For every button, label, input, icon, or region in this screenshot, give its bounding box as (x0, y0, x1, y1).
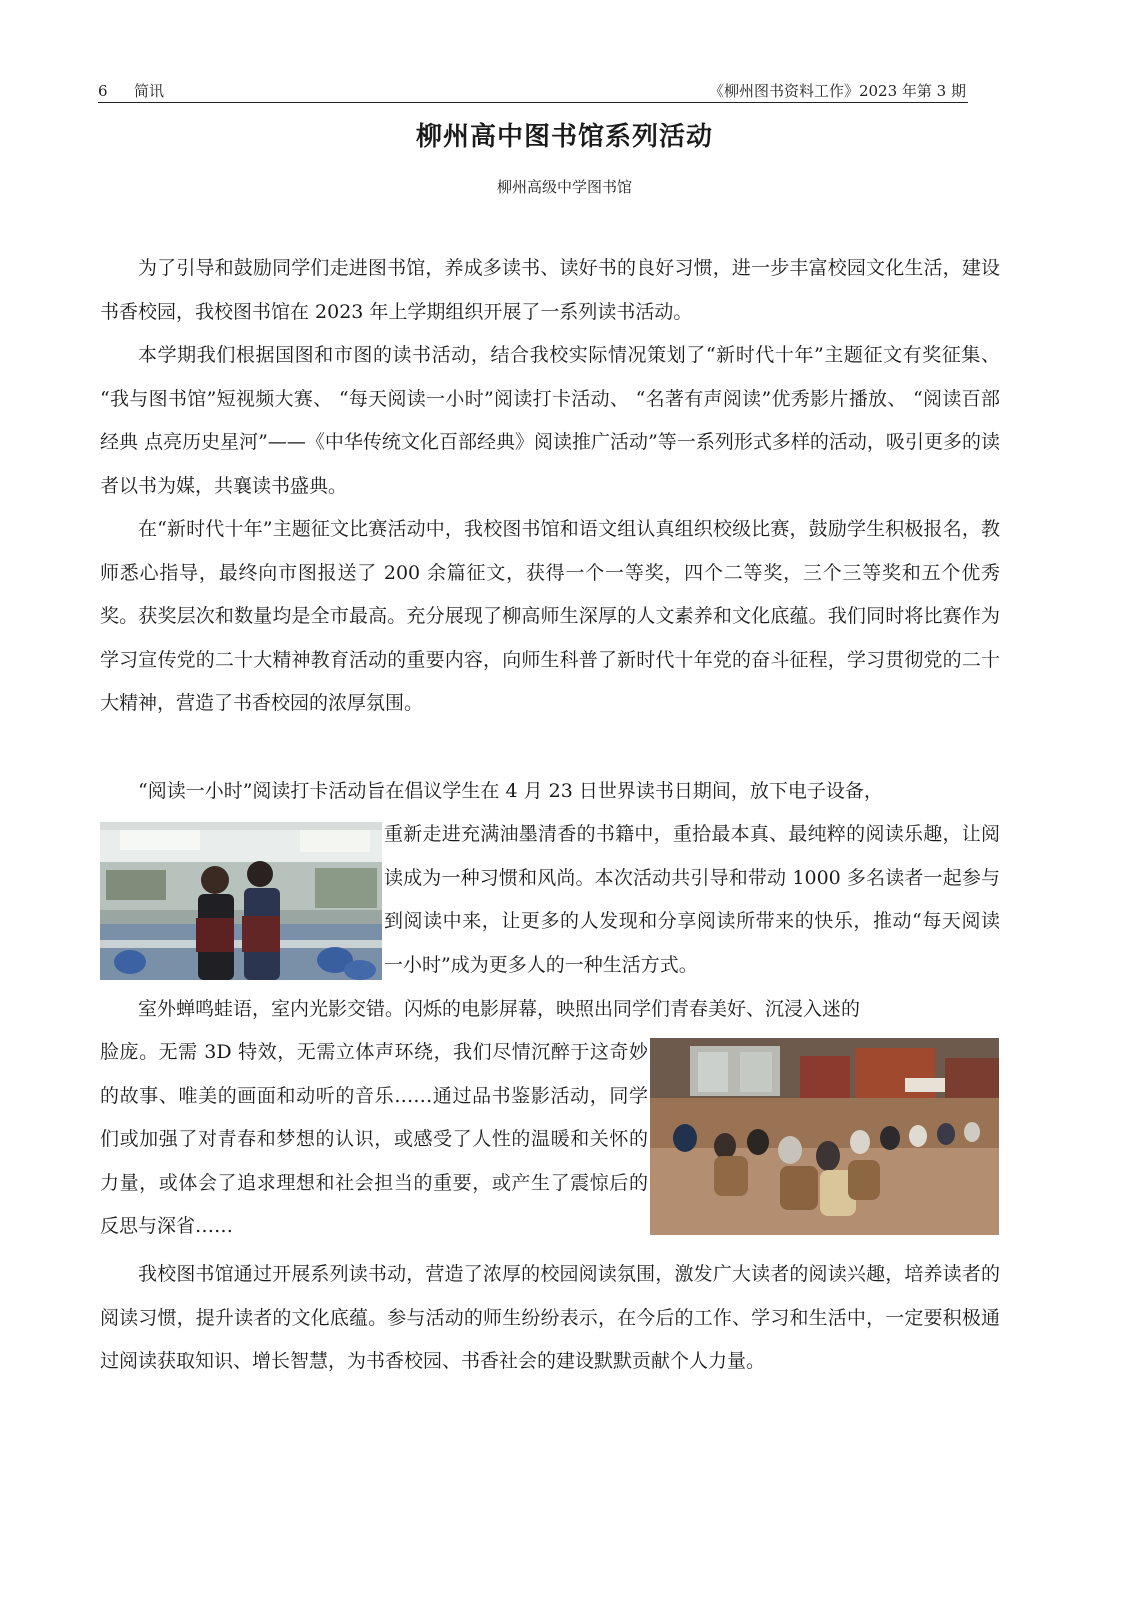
header-section: 简讯 (134, 82, 165, 100)
paragraph-6: 我校图书馆通过开展系列读书动，营造了浓厚的校园阅读氛围，激发广大读者的阅读兴趣，培养读者的阅读习惯，提升读者的文化底蕴。参与活动的师生纷纷表示，在今后的工作、学习和生活中，一定要积极通过阅读获取知识、增长智慧，为书香校园、书香社会的建设默默贡献个人力量。 (100, 1263, 1000, 1372)
paragraph-4-first-line: “阅读一小时”阅读打卡活动旨在倡议学生在 4 月 23 日世界读书日期间，放下电子设备， (138, 780, 883, 802)
photo-award-winners (100, 822, 382, 980)
paragraph-5-first-line: 室外蝉鸣蛙语，室内光影交错。闪烁的电影屏幕，映照出同学们青春美好、沉浸入迷的 (138, 998, 861, 1020)
article-author: 柳州高级中学图书馆 (496, 178, 632, 196)
photo-students-with-certificates-icon (100, 822, 382, 980)
paragraph-3: 在“新时代十年”主题征文比赛活动中，我校图书馆和语文组认真组织校级比赛，鼓励学生积极报名，教师悉心指导，最终向市图报送了 200 余篇征文，获得一个一等奖，四个二等奖，三个三等奖和五个优秀奖。获奖层次和数量均是全市最高。充分展现了柳高师生深厚的人文素养和文化底蕴。我们同时将比赛作为学习宣传党的二十大精神教育活动的重要内容，向师生科普了新时代十年党的奋斗征程，学习贯彻党的二十大精神，营造了书香校园的浓厚氛围。 (100, 518, 1000, 714)
paragraph-5-wrapped: 脸庞。无需 3D 特效，无需立体声环绕，我们尽情沉醉于这奇妙的故事、唯美的画面和动听的音乐……通过品书鉴影活动，同学们或加强了对青春和梦想的认识，或感受了人性的温暖和关怀的力量，或体会了追求理想和社会担当的重要，或产生了震惊后的反思与深省…… (100, 1041, 648, 1237)
photo-students-watching-film-icon (650, 1038, 999, 1235)
page-number: 6 (98, 82, 108, 100)
paragraph-4-wrapped: 重新走进充满油墨清香的书籍中，重拾最本真、最纯粹的阅读乐趣，让阅读成为一种习惯和风尚。本次活动共引导和带动 1000 多名读者一起参与到阅读中来，让更多的人发现和分享阅读所带来的快乐，推动“每天阅读一小时”成为更多人的一种生活方式。 (384, 823, 1000, 976)
paragraph-2: 本学期我们根据国图和市图的读书活动，结合我校实际情况策划了“新时代十年”主题征文有奖征集、 “我与图书馆”短视频大赛、 “每天阅读一小时”阅读打卡活动、 “名著有声阅读”优秀影片播放、 “阅读百部经典 点亮历史星河”——《中华传统文化百部经典》阅读推广活动”等一系列形式多样的活动，吸引更多的读者以书为媒，共襄读书盛典。 (100, 344, 1000, 497)
paragraph-1: 为了引导和鼓励同学们走进图书馆，养成多读书、读好书的良好习惯，进一步丰富校园文化生活，建设书香校园，我校图书馆在 2023 年上学期组织开展了一系列读书活动。 (100, 257, 1000, 323)
running-header (98, 80, 968, 103)
header-left (98, 80, 164, 101)
article-title: 柳州高中图书馆系列活动 (415, 122, 713, 152)
journal-name: 《柳州图书资料工作》2023 年第 3 期 (708, 82, 966, 100)
photo-film-screening (650, 1038, 999, 1235)
